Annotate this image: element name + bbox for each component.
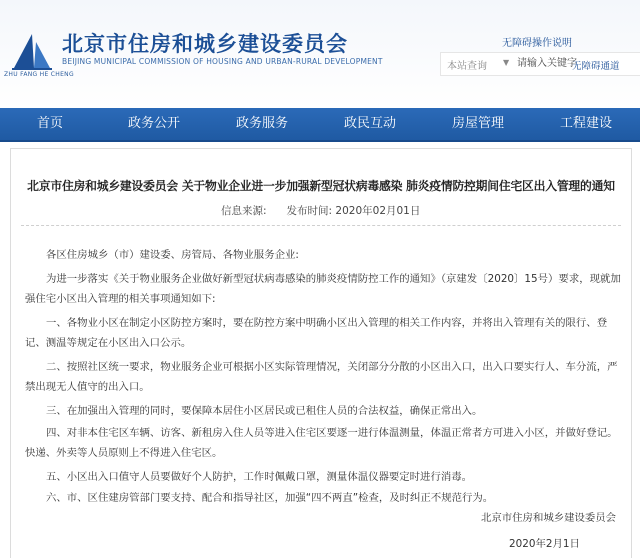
divider <box>21 225 621 226</box>
logo-subtitle: ZHU FANG HE CHENG <box>4 71 74 78</box>
article-item: 一、各物业小区在制定小区防控方案时，要在防控方案中明确小区出入管理的相关工作内容，并将出入管理有关的限行、登记、测温等规定在小区出入口公示。 <box>25 317 608 349</box>
nav-item-interaction[interactable]: 政民互动 <box>343 116 396 131</box>
site-subtitle: BEIJING MUNICIPAL COMMISSION OF HOUSING AND URBAN-RURAL DEVELOPMENT <box>62 57 383 66</box>
accessibility-instructions-link[interactable]: 无障碍操作说明 <box>502 38 572 49</box>
article-title: 北京市住房和城乡建设委员会 关于物业企业进一步加强新型冠状病毒感染 肺炎疫情防控期间住宅区出入管理的通知 <box>27 179 615 193</box>
commission-logo-icon <box>10 28 54 72</box>
article-source: 信息来源: <box>221 205 267 217</box>
article-signer: 北京市住房和城乡建设委员会 <box>481 512 617 524</box>
site-header <box>0 0 640 108</box>
accessibility-channel-link[interactable]: 无障碍通道 <box>572 61 620 72</box>
article-item: 四、对非本住宅区车辆、访客、新租房入住人员等进入住宅区要逐一进行体温测量，体温正常者方可进入小区，并做好登记。快递、外卖等人员原则上不得进入住宅区。 <box>25 427 618 459</box>
article-item: 六、市、区住建房管部门要支持、配合和指导社区，加强“四不两直”检查，及时纠正不规范行为。 <box>46 492 494 504</box>
nav-item-housing[interactable]: 房屋管理 <box>451 116 504 131</box>
nav-item-gov-services[interactable]: 政务服务 <box>235 116 288 131</box>
main-nav <box>0 108 640 142</box>
article-panel <box>10 148 632 558</box>
article-date: 发布时间: 2020年02月01日 <box>286 205 421 217</box>
nav-item-home[interactable]: 首页 <box>36 116 63 131</box>
article-item: 五、小区出入口值守人员要做好个人防护，工作时佩戴口罩，测量体温仪器要定时进行消毒。 <box>46 471 473 483</box>
article-item: 三、在加强出入管理的同时，要保障本居住小区居民或已租住人员的合法权益，确保正常出入。 <box>46 405 483 417</box>
nav-item-construction[interactable]: 工程建设 <box>559 116 612 131</box>
search-scope-select[interactable]: 本站查询 <box>447 61 487 72</box>
nav-item-gov-affairs[interactable]: 政务公开 <box>127 116 180 131</box>
article-item: 二、按照社区统一要求，物业服务企业可根据小区实际管理情况，关闭部分分散的小区出入口，出入口要实行人、车分流，严禁出现无人值守的出入口。 <box>25 361 618 393</box>
article-meta <box>221 203 420 218</box>
article-sign-date: 2020年2月1日 <box>509 538 580 550</box>
article-salutation: 各区住房城乡（市）建设委、房管局、各物业服务企业: <box>46 249 299 261</box>
article-intro: 为进一步落实《关于物业服务企业做好新型冠状病毒感染的肺炎疫情防控工作的通知》（京建发〔2020〕15号）要求，现就加强住宅小区出入管理的相关事项通知如下: <box>25 273 621 305</box>
chevron-down-icon[interactable]: ▼ <box>503 58 510 67</box>
site-title[interactable]: 北京市住房和城乡建设委员会 <box>62 32 348 56</box>
